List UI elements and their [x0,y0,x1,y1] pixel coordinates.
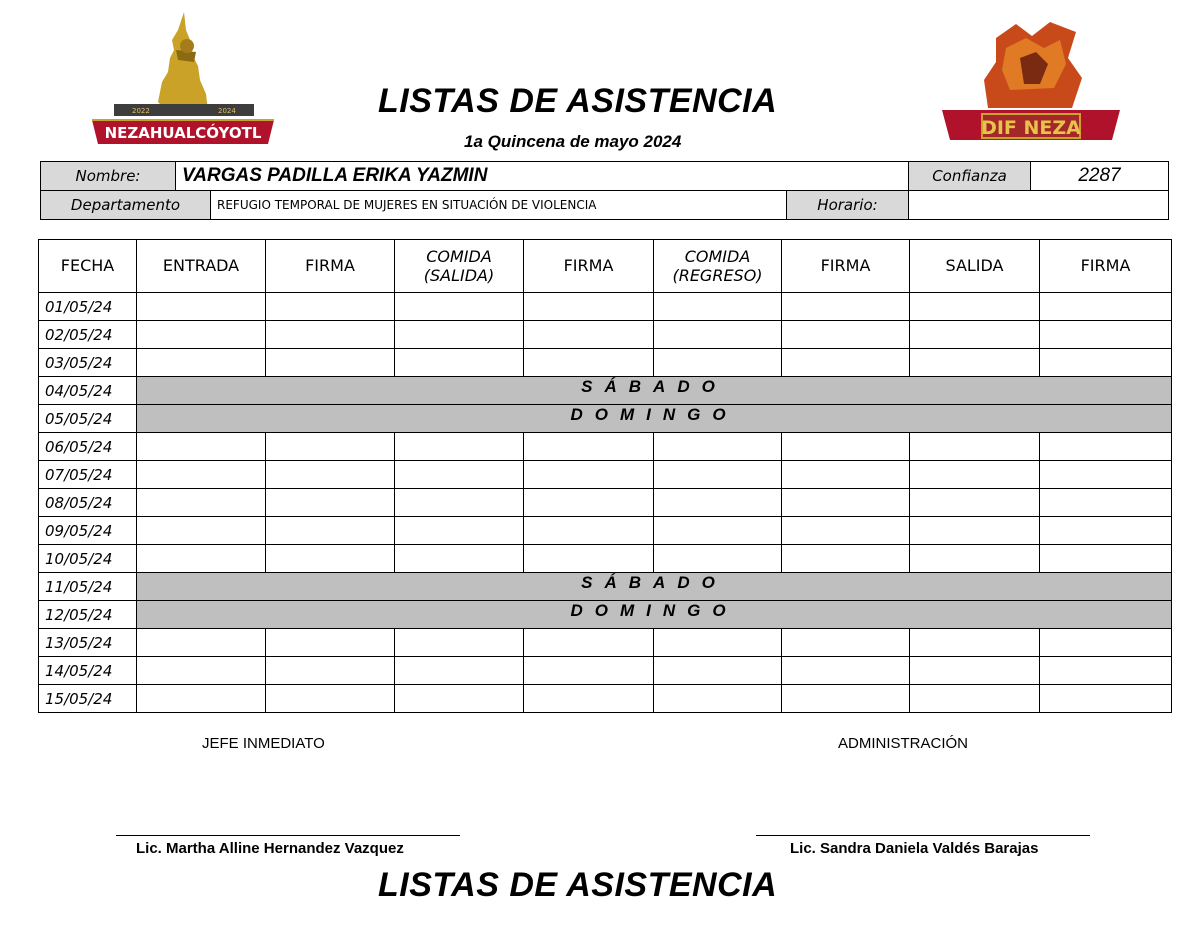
entry-cell[interactable] [654,517,782,545]
entry-cell[interactable] [782,489,910,517]
table-row [39,601,1172,629]
entry-cell[interactable] [266,461,395,489]
schedule-label: Horario: [787,191,909,220]
entry-cell[interactable] [654,349,782,377]
entry-cell[interactable] [395,629,524,657]
entry-cell[interactable] [910,629,1040,657]
left-signature-line [116,835,460,836]
entry-cell[interactable] [1040,461,1172,489]
entry-cell[interactable] [1040,629,1172,657]
entry-cell[interactable] [524,545,654,573]
entry-cell[interactable] [266,657,395,685]
right-signature-line [756,835,1090,836]
entry-cell[interactable] [395,433,524,461]
table-row [39,489,1172,517]
page-subtitle: 1a Quincena de mayo 2024 [464,132,682,151]
entry-cell[interactable] [1040,489,1172,517]
entry-cell[interactable] [654,293,782,321]
entry-cell[interactable] [137,461,266,489]
entry-cell[interactable] [654,321,782,349]
entry-cell[interactable] [654,629,782,657]
header-row [39,240,1172,293]
entry-cell[interactable] [137,629,266,657]
entry-cell[interactable] [782,349,910,377]
dif-neza-logo [936,18,1126,144]
table-row [39,293,1172,321]
column-header: SALIDA [910,240,1040,293]
entry-cell[interactable] [1040,657,1172,685]
entry-cell[interactable] [654,461,782,489]
column-header: FECHA [39,240,137,293]
column-header: FIRMA [266,240,395,293]
entry-cell[interactable] [266,629,395,657]
table-row [39,573,1172,601]
entry-cell[interactable] [910,489,1040,517]
entry-cell[interactable] [1040,293,1172,321]
entry-cell[interactable] [137,685,266,713]
entry-cell[interactable] [395,517,524,545]
table-row [39,629,1172,657]
entry-cell[interactable] [524,349,654,377]
entry-cell[interactable] [266,321,395,349]
left-signature-name: Lic. Martha Alline Hernandez Vazquez [136,840,404,857]
column-header: COMIDA (REGRESO) [654,240,782,293]
entry-cell[interactable] [524,517,654,545]
entry-cell[interactable] [782,461,910,489]
entry-cell[interactable] [782,517,910,545]
entry-cell[interactable] [137,545,266,573]
entry-cell[interactable] [910,321,1040,349]
table-row [39,377,1172,405]
table-row [39,405,1172,433]
entry-cell[interactable] [1040,517,1172,545]
entry-cell[interactable] [654,685,782,713]
entry-cell[interactable] [524,461,654,489]
employee-name: VARGAS PADILLA ERIKA YAZMIN [176,162,909,191]
entry-cell[interactable] [524,657,654,685]
table-row [39,517,1172,545]
column-header: ENTRADA [137,240,266,293]
entry-cell[interactable] [782,293,910,321]
logo-left-text: NEZAHUALCÓYOTL [104,124,262,142]
entry-cell[interactable] [1040,433,1172,461]
right-signature-heading: ADMINISTRACIÓN [838,735,969,752]
entry-cell[interactable] [266,433,395,461]
date-cell: 03/05/24 [39,349,137,377]
entry-cell[interactable] [395,321,524,349]
date-cell: 14/05/24 [39,657,137,685]
table-row [39,685,1172,713]
schedule-value [909,191,1169,220]
entry-cell[interactable] [654,545,782,573]
name-label: Nombre: [41,162,176,191]
employee-number: 2287 [1031,162,1169,191]
entry-cell[interactable] [137,657,266,685]
entry-cell[interactable] [137,433,266,461]
entry-cell[interactable] [910,685,1040,713]
entry-cell[interactable] [137,489,266,517]
table-row [39,461,1172,489]
entry-cell[interactable] [782,545,910,573]
entry-cell[interactable] [524,629,654,657]
date-cell: 08/05/24 [39,489,137,517]
entry-cell[interactable] [524,685,654,713]
table-row [39,433,1172,461]
column-header: FIRMA [524,240,654,293]
entry-cell[interactable] [782,433,910,461]
date-cell: 02/05/24 [39,321,137,349]
date-cell: 11/05/24 [39,573,137,601]
entry-cell[interactable] [782,629,910,657]
entry-cell[interactable] [266,685,395,713]
entry-cell[interactable] [654,489,782,517]
date-cell: 09/05/24 [39,517,137,545]
date-cell: 07/05/24 [39,461,137,489]
column-header: FIRMA [782,240,910,293]
entry-cell[interactable] [910,293,1040,321]
table-row [39,321,1172,349]
entry-cell[interactable] [524,489,654,517]
right-signature-name: Lic. Sandra Daniela Valdés Barajas [790,840,1039,857]
table-row [39,349,1172,377]
entry-cell[interactable] [266,489,395,517]
entry-cell[interactable] [910,545,1040,573]
date-cell: 15/05/24 [39,685,137,713]
date-cell: 10/05/24 [39,545,137,573]
entry-cell[interactable] [137,321,266,349]
entry-cell[interactable] [910,657,1040,685]
date-cell: 04/05/24 [39,377,137,405]
entry-cell[interactable] [395,461,524,489]
weekend-cell: SÁBADO [137,377,1172,405]
entry-cell[interactable] [395,545,524,573]
entry-cell[interactable] [524,293,654,321]
department-label: Departamento [41,191,211,220]
logo-year-end: 2024 [218,107,236,115]
entry-cell[interactable] [1040,349,1172,377]
entry-cell[interactable] [137,517,266,545]
entry-cell[interactable] [654,657,782,685]
entry-cell[interactable] [266,349,395,377]
date-cell: 01/05/24 [39,293,137,321]
department-value: REFUGIO TEMPORAL DE MUJERES EN SITUACIÓN DE VIOLENCIA [211,191,787,220]
entry-cell[interactable] [782,685,910,713]
entry-cell[interactable] [524,433,654,461]
entry-cell[interactable] [137,293,266,321]
employee-info-table [40,161,1169,220]
entry-cell[interactable] [524,321,654,349]
page-title: LISTAS DE ASISTENCIA [378,82,778,120]
date-cell: 13/05/24 [39,629,137,657]
entry-cell[interactable] [266,293,395,321]
weekend-cell: SÁBADO [137,573,1172,601]
weekend-cell: DOMINGO [137,601,1172,629]
logo-year-start: 2022 [132,107,150,115]
entry-cell[interactable] [395,489,524,517]
entry-cell[interactable] [395,349,524,377]
entry-cell[interactable] [910,461,1040,489]
entry-cell[interactable] [1040,321,1172,349]
entry-cell[interactable] [395,293,524,321]
entry-cell[interactable] [266,545,395,573]
entry-cell[interactable] [654,433,782,461]
entry-cell[interactable] [910,517,1040,545]
entry-cell[interactable] [395,657,524,685]
attendance-table [38,239,1172,713]
entry-cell[interactable] [1040,685,1172,713]
entry-cell[interactable] [266,517,395,545]
entry-cell[interactable] [910,349,1040,377]
entry-cell[interactable] [395,685,524,713]
entry-cell[interactable] [782,657,910,685]
logo-right-text: DIF NEZA [981,117,1081,139]
column-header: FIRMA [1040,240,1172,293]
column-header: COMIDA (SALIDA) [395,240,524,293]
nezahualcoyotl-logo [88,10,278,148]
entry-cell[interactable] [137,349,266,377]
footer-title: LISTAS DE ASISTENCIA [378,866,778,904]
entry-cell[interactable] [782,321,910,349]
entry-cell[interactable] [1040,545,1172,573]
date-cell: 05/05/24 [39,405,137,433]
weekend-cell: DOMINGO [137,405,1172,433]
employment-type: Confianza [909,162,1031,191]
table-row [39,545,1172,573]
table-row [39,657,1172,685]
date-cell: 06/05/24 [39,433,137,461]
entry-cell[interactable] [910,433,1040,461]
date-cell: 12/05/24 [39,601,137,629]
left-signature-heading: JEFE INMEDIATO [202,735,325,752]
